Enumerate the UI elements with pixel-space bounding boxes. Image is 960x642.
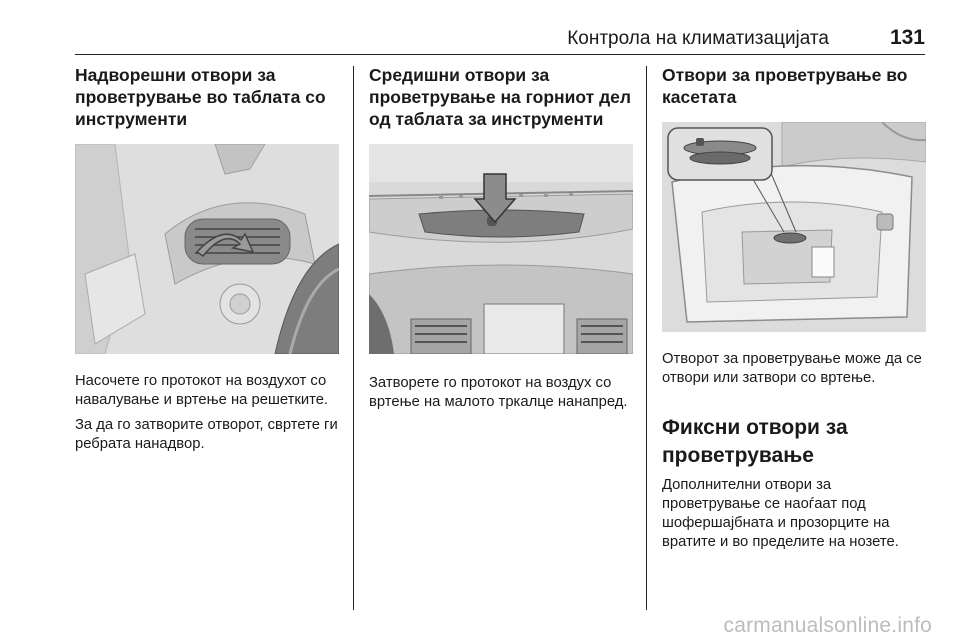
body-text: За да го затворите отворот, свртете ги ребрата нанадвор. bbox=[75, 417, 338, 452]
column-center-vents bbox=[369, 64, 635, 412]
column-divider bbox=[646, 66, 647, 610]
watermark: carmanualsonline.info bbox=[723, 614, 932, 637]
section-heading: Средишни отвори за проветрување на горниот дел од таблата за инструменти bbox=[369, 65, 632, 129]
body-text: Насочете го протокот на воздухот со навалување и вртење на решетките. bbox=[75, 373, 329, 408]
column-side-vents bbox=[75, 64, 341, 454]
page-header bbox=[75, 22, 925, 55]
side-vent-illustration bbox=[75, 144, 339, 354]
section-subheading: Фиксни отвори за проветрување bbox=[662, 416, 848, 467]
body-text: Отворот за проветрување може да се отвори или затвори со вртење. bbox=[662, 351, 922, 386]
page-number: 131 bbox=[889, 26, 925, 49]
section-heading: Отвори за проветрување во касетата bbox=[662, 65, 908, 107]
body-text: Дополнителни отвори за проветрување се наоѓаат под шофершајбната и прозорците на вратите и во пределите на нозете. bbox=[662, 477, 899, 550]
header-title: Контрола на климатизацијата bbox=[567, 28, 829, 49]
body-text: Затворете го протокот на воздух со вртење на малото тркалце нанапред. bbox=[369, 375, 628, 410]
center-vent-illustration bbox=[369, 144, 633, 354]
column-divider bbox=[353, 66, 354, 610]
glovebox-vent-illustration bbox=[662, 122, 926, 332]
column-glovebox-vent bbox=[662, 64, 928, 552]
section-heading: Надворешни отвори за проветрување во таблата со инструменти bbox=[75, 65, 326, 129]
